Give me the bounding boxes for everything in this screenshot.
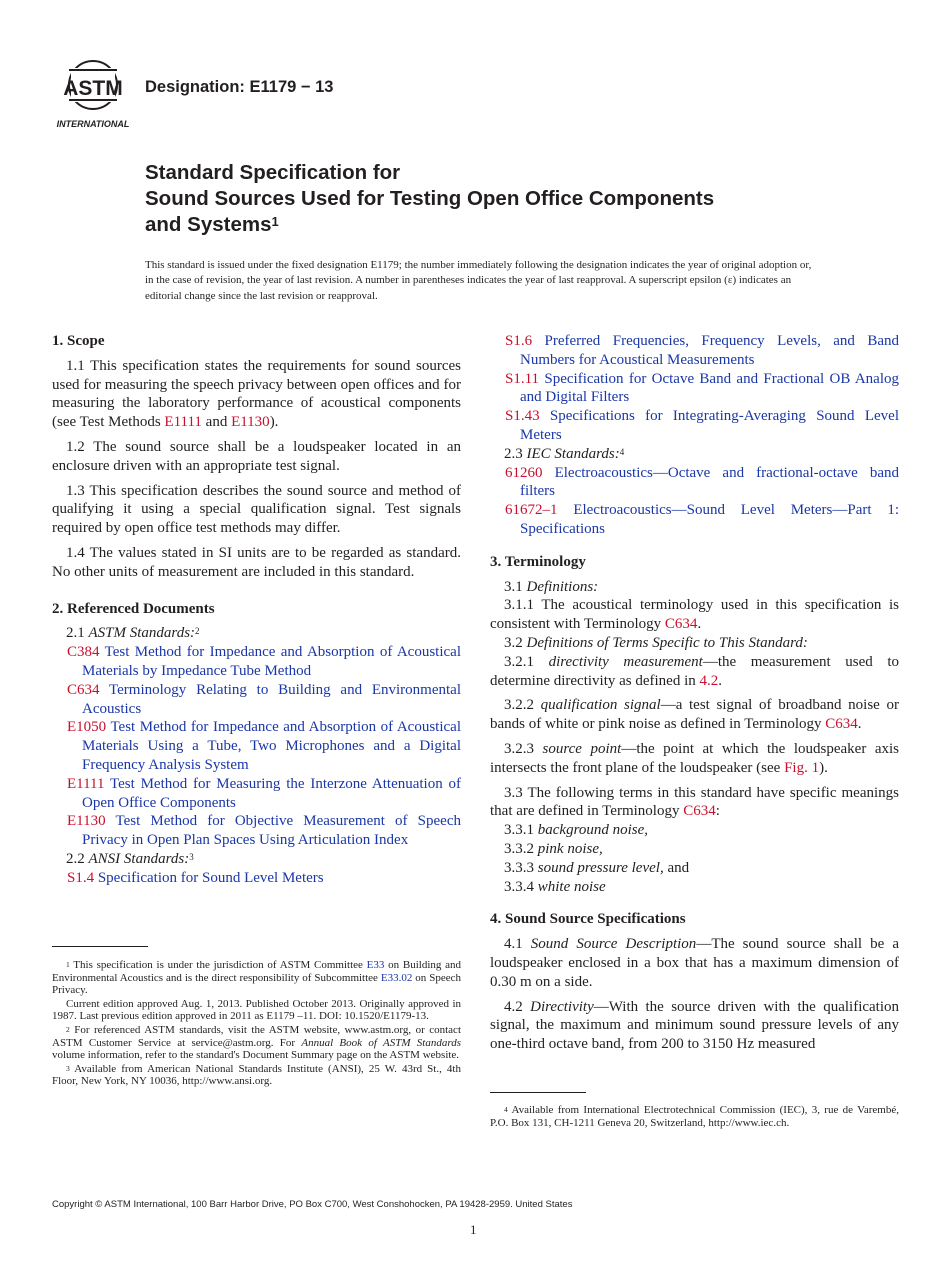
term-3-2-3-text: —the point at which the loudspeaker axis intersects the front plane of the loudspeaker (see	[490, 740, 899, 776]
ansi-footnote-ref[interactable]: 3	[189, 851, 194, 862]
footnote-4	[490, 1104, 899, 1129]
footnote-4-text: Available from International Electrotechnical Commission (IEC), 3, rue de Varembé, P.O. Box 131, CH-1211 Geneva 20, Switzerland, http://www.iec.ch.	[490, 1104, 899, 1129]
term-item	[490, 859, 899, 878]
term-3-1-num: 3.1	[504, 578, 527, 595]
scope-1-1-and: and	[201, 414, 232, 431]
term-3-3	[490, 784, 899, 822]
footnote-1-edition: Current edition approved Aug. 1, 2013. Published October 2013. Originally approved in 1987. Last previous edition approved in 2011 as E1179 –11. DOI: 10.1520/E1179-13.	[52, 997, 461, 1023]
reference-code[interactable]: 61672–1	[505, 502, 558, 519]
term-list	[490, 821, 899, 896]
copyright: Copyright © ASTM International, 100 Barr Harbor Drive, PO Box C700, West Conshohocken, PA 19428-2959. United States	[52, 1199, 573, 1210]
designation: Designation: E1179 − 13	[145, 78, 334, 96]
term-3-2-1	[490, 653, 899, 691]
term-3-2-1-num: 3.2.1	[504, 653, 549, 670]
title-footnote-ref[interactable]: 1	[271, 214, 279, 229]
footnote-3	[52, 1063, 461, 1088]
scope-1-1	[52, 357, 461, 432]
term-3-2-2-text: —a test signal of broadband noise or bands of white or pink noise as defined in Terminology	[490, 697, 899, 733]
link-4-2[interactable]: 4.2	[699, 672, 719, 689]
spec-4-2	[490, 998, 899, 1054]
reference-title[interactable]: Electroacoustics—Sound Level Meters—Part 1: Specifications	[520, 502, 899, 537]
term-3-2-3-end: ).	[819, 759, 828, 776]
term-3-3-text: 3.3 The following terms in this standard have specific meanings that are defined in Terminology	[490, 784, 899, 820]
footnote-4-marker: 4	[504, 1105, 508, 1114]
scope-1-4: 1.4 The values stated in SI units are to be regarded as standard. No other units of measurement are included in this standard.	[52, 544, 461, 580]
reference-title[interactable]: Preferred Frequencies, Frequency Levels, and Band Numbers for Acoustical Measurements	[520, 333, 899, 368]
term-3-2-1-text: —the measurement used to determine directivity as defined in	[490, 653, 899, 689]
spec-4-1-text: —The sound source shall be a loudspeaker enclosed in a box that has a maximum dimension of 0.30 m on a side.	[490, 936, 899, 990]
footnote-2-em: Annual Book of ASTM Standards	[301, 1036, 461, 1049]
astm-logo-icon	[55, 58, 135, 132]
term-3-2-2-term: qualification signal	[540, 697, 661, 714]
reference-title[interactable]: Specification for Octave Band and Fractional OB Analog and Digital Filters	[520, 370, 900, 406]
reference-item[interactable]	[52, 812, 461, 850]
astm-standards-label	[52, 624, 461, 643]
scope-1-3: 1.3 This specification describes the sound source and method of qualifying it using a special qualification signal. Test signals required by open office test methods may differ.	[52, 482, 461, 537]
iec-label: IEC Standards:	[526, 445, 620, 462]
sound-source-heading: 4. Sound Source Specifications	[490, 911, 686, 928]
reference-item[interactable]	[52, 681, 461, 719]
logo-text: ASTM	[63, 77, 123, 100]
footnote-1-text-3: on Speech Privacy.	[52, 971, 461, 997]
iec-label-num: 2.3	[504, 445, 527, 462]
ansi-reference-list	[490, 332, 899, 445]
reference-item[interactable]	[490, 501, 899, 539]
term-3-2-2-num: 3.2.2	[504, 697, 541, 714]
title-line-3	[145, 212, 845, 238]
spec-4-1-term: Sound Source Description	[530, 936, 697, 953]
reference-title[interactable]: Test Method for Measuring the Interzone Attenuation of Open Office Components	[82, 775, 461, 811]
term-3-1-label: Definitions:	[526, 578, 599, 595]
link-c634[interactable]: C634	[825, 716, 858, 733]
term-3-2-1-end: .	[718, 672, 723, 689]
term-item-num: 3.3.1	[504, 822, 538, 839]
reference-code[interactable]: S1.43	[505, 408, 540, 425]
footnote-2-marker: 2	[66, 1024, 70, 1034]
astm-footnote-ref[interactable]: 2	[195, 626, 200, 637]
spec-4-2-text: —With the source driven with the qualification signal, the maximum and minimum sound pressure levels of any one-third octave band, from 200 to 3150 Hz measured	[490, 998, 900, 1053]
term-3-2-3	[490, 740, 899, 778]
reference-item[interactable]	[490, 407, 899, 445]
footnote-1-marker: 1	[66, 960, 70, 969]
page-number: 1	[470, 1222, 477, 1237]
title-line-2: Sound Sources Used for Testing Open Office Components	[145, 187, 715, 210]
link-e1111[interactable]: E1111	[164, 414, 202, 431]
term-item	[490, 821, 899, 840]
term-3-3-end: :	[715, 803, 720, 820]
term-item	[490, 878, 899, 897]
reference-item[interactable]	[52, 718, 461, 774]
terminology-heading: 3. Terminology	[490, 553, 586, 570]
scope-1-1-text: 1.1 This specification states the requirements for sound sources used for measuring the speech privacy between open offices and for measuring the laboratory performance of acoustical components (see Test Methods	[52, 357, 461, 431]
term-3-2-1-term: directivity measurement	[548, 653, 703, 670]
ansi-label-num: 2.2	[66, 850, 89, 867]
footnote-1-text: This specification is under the jurisdiction of ASTM Committee	[69, 959, 367, 971]
standard-notice: This standard is issued under the fixed designation E1179; the number immediately following the designation indicates the year of original adoption or, in the case of revision, the year of last revision. A number in parentheses indicates the year of last reapproval. A superscript epsilon (ε) indicates an editorial change since the last revision or reapproval.	[145, 259, 812, 302]
reference-item[interactable]	[52, 775, 461, 813]
reference-code[interactable]: C384	[67, 644, 100, 661]
iec-footnote-ref[interactable]: 4	[619, 446, 625, 457]
link-e33[interactable]: E33	[366, 959, 385, 971]
reference-item[interactable]	[490, 464, 899, 502]
reference-title[interactable]: Electroacoustics—Octave and fractional-octave band filters	[520, 464, 899, 500]
footnote-2-text: For referenced ASTM standards, visit the ASTM website, www.astm.org, or contact ASTM Customer Service at service@astm.org. For	[52, 1023, 461, 1049]
scope-1-1-end: ).	[269, 414, 279, 431]
term-item	[490, 840, 899, 859]
reference-code[interactable]: S1.4	[67, 869, 95, 886]
reference-item[interactable]	[490, 332, 899, 370]
reference-title[interactable]: Specification for Sound Level Meters	[97, 869, 324, 886]
reference-code[interactable]: E1130	[67, 813, 106, 830]
footnote-2	[52, 1024, 461, 1062]
reference-item[interactable]	[490, 370, 899, 408]
link-fig-1[interactable]: Fig. 1	[784, 759, 820, 776]
reference-item[interactable]	[52, 869, 461, 888]
reference-title[interactable]: Specifications for Integrating-Averaging Sound Level Meters	[520, 408, 899, 443]
term-3-2-2-end: .	[857, 716, 862, 733]
term-item-num: 3.3.2	[504, 840, 538, 857]
astm-logo	[55, 58, 135, 132]
footnotes-right	[490, 1104, 899, 1130]
title-line-3-text: and Systems	[145, 213, 272, 236]
astm-label-num: 2.1	[66, 625, 89, 642]
term-3-2-label: Definitions of Terms Specific to This Standard:	[526, 634, 808, 651]
term-item-num: 3.3.4	[504, 878, 538, 895]
footnote-rule-right	[490, 1092, 586, 1093]
spec-4-1	[490, 935, 899, 991]
term-item-term: white noise	[537, 878, 606, 895]
term-item-term: sound pressure level,	[537, 859, 664, 876]
term-3-1-1-end: .	[697, 616, 702, 633]
title-line-1: Standard Specification for	[145, 161, 401, 184]
term-item-term: background noise,	[537, 822, 649, 839]
term-3-2	[490, 634, 899, 653]
link-e1130[interactable]: E1130	[231, 414, 270, 431]
left-column	[52, 332, 461, 888]
link-e33-02[interactable]: E33.02	[380, 971, 413, 984]
scope-heading: 1. Scope	[52, 333, 105, 349]
reference-code[interactable]: E1111	[67, 775, 105, 792]
term-item-num: 3.3.3	[504, 859, 538, 876]
astm-label: ASTM Standards:	[88, 625, 196, 642]
right-column	[490, 332, 899, 1054]
spec-4-2-term: Directivity	[530, 998, 594, 1015]
reference-title[interactable]: Test Method for Objective Measurement of Speech Privacy in Open Plan Spaces Using Articulation Index	[82, 813, 461, 849]
astm-reference-list	[52, 643, 461, 850]
reference-code[interactable]: 61260	[505, 464, 543, 481]
iec-reference-list	[490, 464, 899, 539]
ansi-label: ANSI Standards:	[88, 850, 190, 867]
term-3-2-2	[490, 696, 899, 734]
reference-code[interactable]: S1.6	[505, 333, 533, 349]
iec-standards-label	[490, 445, 899, 464]
term-3-1-1-text: 3.1.1 The acoustical terminology used in this specification is consistent with Terminology	[490, 597, 899, 633]
ansi-standards-label	[52, 850, 461, 869]
footnote-rule-left	[52, 946, 148, 947]
reference-code[interactable]: C634	[67, 681, 100, 698]
term-3-2-3-num: 3.2.3	[504, 740, 543, 757]
footnote-3-marker: 3	[66, 1063, 70, 1073]
scope-1-2: 1.2 The sound source shall be a loudspeaker located in an enclosure driven with an appropriate test signal.	[52, 438, 461, 474]
footnote-3-text: Available from American National Standards Institute (ANSI), 25 W. 43rd St., 4th Floor, New York, NY 10036, http://www.ansi.org.	[52, 1062, 461, 1088]
reference-code[interactable]: S1.11	[505, 370, 540, 387]
term-3-1	[490, 578, 899, 597]
link-c634[interactable]: C634	[664, 616, 698, 633]
reference-code[interactable]: E1050	[67, 719, 107, 736]
footnotes-left	[52, 959, 461, 1089]
term-3-1-1	[490, 596, 899, 634]
term-3-2-3-term: source point	[542, 740, 622, 757]
reference-title[interactable]: Test Method for Impedance and Absorption of Acoustical Materials Using a Tube, Two Microphones and a Digital Frequency Analysis System	[82, 719, 461, 773]
reference-title[interactable]: Terminology Relating to Building and Environmental Acoustics	[82, 681, 461, 717]
link-c634[interactable]: C634	[683, 803, 716, 820]
reference-title[interactable]: Test Method for Impedance and Absorption of Acoustical Materials by Impedance Tube Method	[82, 644, 461, 679]
logo-subtext: INTERNATIONAL	[56, 119, 130, 129]
term-item-term: pink noise,	[537, 840, 603, 857]
term-3-2-num: 3.2	[504, 634, 527, 651]
footnote-1-text-2: on Building and Environmental Acoustics and is the direct responsibility of Subcommittee	[52, 959, 462, 984]
spec-4-2-num: 4.2	[504, 998, 531, 1015]
footnote-1	[52, 959, 461, 997]
reference-item[interactable]	[52, 643, 461, 681]
document-title	[145, 160, 845, 238]
footnote-2-text-2: volume information, refer to the standard's Document Summary page on the ASTM website.	[52, 1049, 460, 1062]
referenced-heading: 2. Referenced Documents	[52, 600, 215, 617]
spec-4-1-num: 4.1	[504, 936, 531, 953]
term-item-tail: and	[663, 859, 690, 876]
